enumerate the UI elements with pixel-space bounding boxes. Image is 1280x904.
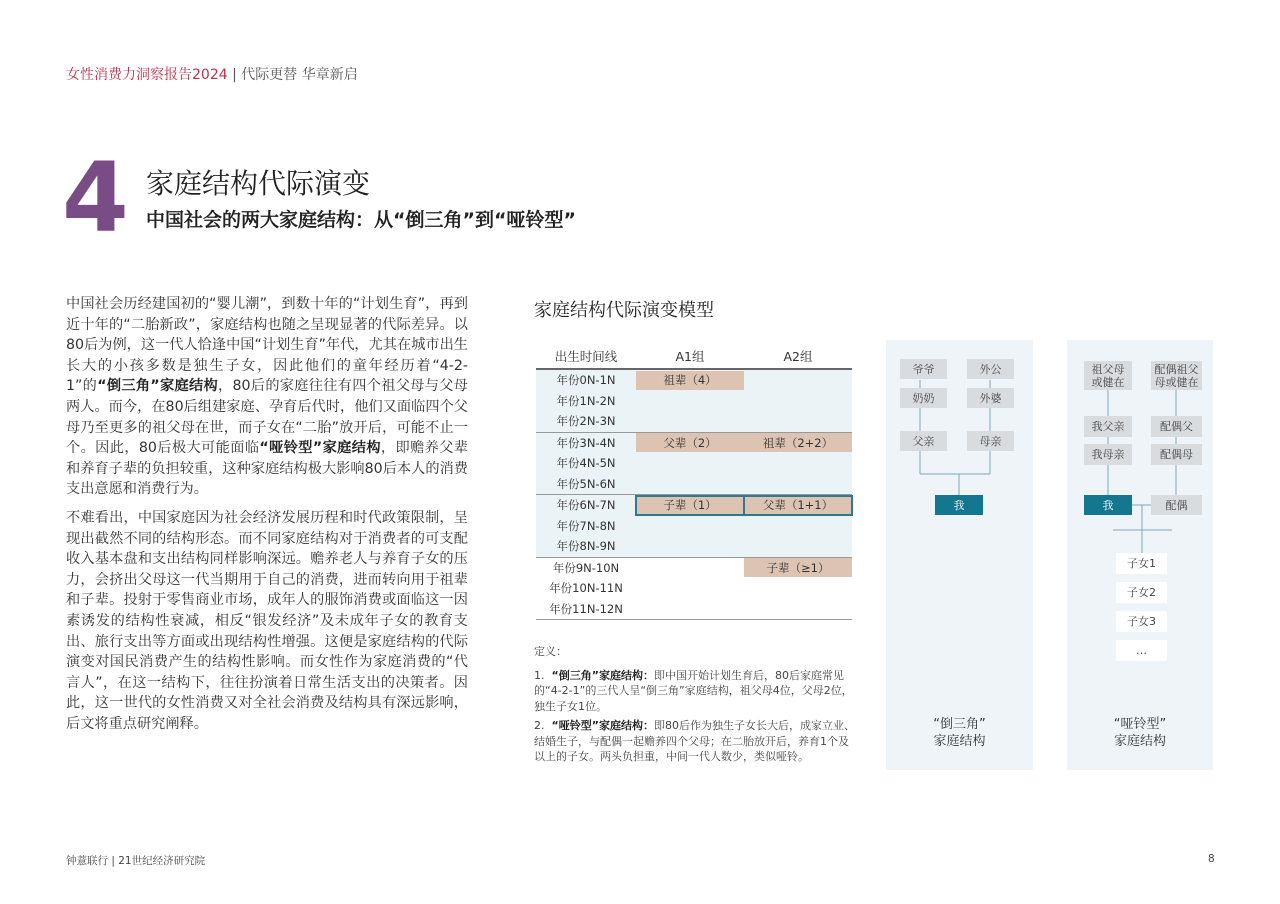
row-year: 年份9N-10N [552,560,620,575]
cell-a2-parents: 父辈（1+1） [744,496,852,515]
report-tagline: 代际更替 华章新启 [241,67,358,83]
node-child-3: 子女3 [1116,611,1167,632]
term-dumbbell: “哑铃型”家庭结构 [259,440,381,457]
node-child-1: 子女1 [1116,553,1167,574]
definitions [534,644,858,769]
definition-2-term: “哑铃型”家庭结构： [551,719,654,732]
row-year: 年份11N-12N [549,601,623,616]
header-a1: A1组 [675,349,705,364]
cell-a2-children: 子辈（≥1） [744,558,852,577]
node-maternal-grandma: 外婆 [967,388,1014,408]
dumbbell-label-line-2: 家庭结构 [1113,734,1166,749]
row-year: 年份5N-6N [556,476,616,491]
table-row [536,474,852,495]
node-grandpa: 爷爷 [900,359,947,379]
paragraph-1 [66,294,468,500]
paragraph-1-part-e: ，即赡养父辈和养育子辈的负担较重，这种家庭结构极大影响80后本人的消费支出意愿和消费行为。 [66,440,468,498]
body-text [66,294,468,742]
row-year: 年份8N-9N [556,539,616,554]
report-title: 女性消费力洞察报告2024 [66,67,228,83]
definition-2-text: 即80后作为独生子女长大后，成家立业、结婚生子，与配偶一起赡养四个父母；在二胎放开后，养育1个及以上的子女。两头负担重，中间一代人数少，类似哑铃。 [534,719,855,763]
table-row [536,453,852,474]
section-number: 4 [62,142,129,254]
node-grandma: 奶奶 [900,388,947,408]
cell-empty [636,558,744,577]
table-row [536,558,852,579]
paragraph-2: 不难看出，中国家庭因为社会经济发展历程和时代政策限制，呈现出截然不同的结构形态。而不同家庭结构对于消费者的可支配收入基本盘和支出结构同样影响深远。赡养老人与养育子女的压力，会挤出父母这一代当期用于自己的消费，进而转向用于祖辈和子辈。投射于零售商业市场，成年人的服饰消费或面临这一因素诱发的结构性衰减，相反“银发经济”及未成年子女的教育支出、旅行支出等方面或出现结构性增强。这便是家庭结构的代际演变对国民消费产生的结构性影响。而女性作为家庭消费的“代言人”，在这一结构下，往往扮演着日常生活支出的决策者。因此，这一世代的女性消费又对全社会消费及结构具有深远影响，后文将重点研究阐释。 [66,509,468,732]
inverted-triangle-panel [886,340,1033,770]
row-year: 年份0N-1N [556,373,616,388]
term-inverted-triangle: “倒三角”家庭结构 [97,378,218,395]
table-row [536,370,852,391]
dumbbell-label [1067,716,1213,750]
node-spouse-mother: 配偶母 [1151,444,1202,465]
cell-empty [744,371,852,390]
timeline-group-3 [536,495,852,558]
cell-a1-grandparents: 祖辈（4） [636,371,744,390]
report-header [66,64,358,84]
header-a2: A2组 [783,349,813,364]
row-year: 年份2N-3N [556,414,616,429]
table-row [536,391,852,412]
dumbbell-label-line-1: “哑铃型” [1113,717,1167,732]
cell-a1-parents: 父辈（2） [636,433,744,452]
header-timeline: 出生时间线 [554,349,618,364]
definition-2-number: 2. [534,719,545,732]
node-me: 我 [1084,495,1132,515]
triangle-label [886,716,1033,750]
timeline-header [536,344,852,370]
triangle-label-line-2: 家庭结构 [933,734,986,749]
paragraph-1-part-c: ，80后的家庭往往有四个祖父母与父母两人。而今，在80后组建家庭、孕育后代时，他们又面临四个父母乃至更多的祖父母在世，而子女在“二胎”放开后，可能不止一个。因此，80后极大可能面临 [66,378,468,457]
node-my-father: 我父亲 [1084,416,1132,437]
table-row [536,516,852,537]
table-row [536,433,852,454]
header-separator: | [227,67,242,83]
node-more-children: … [1116,640,1167,661]
node-spouse-grandparents: 配偶祖父 母或健在 [1151,361,1202,390]
section-title: 家庭结构代际演变 [146,167,371,200]
cell-a1-children: 子辈（1） [636,496,744,515]
row-year: 年份7N-8N [556,518,616,533]
definition-1 [534,668,858,715]
page-number: 8 [1208,853,1215,865]
dumbbell-panel [1067,340,1213,770]
table-row [536,578,852,599]
triangle-label-line-1: “倒三角” [933,717,986,732]
section-subtitle: 中国社会的两大家庭结构：从“倒三角”到“哑铃型” [146,209,576,231]
node-my-mother: 我母亲 [1084,444,1132,465]
timeline-table [536,344,852,620]
chart-title: 家庭结构代际演变模型 [534,300,714,321]
paragraph-1-part-a: 中国社会历经建国初的“婴儿潮”，到数十年的“计划生育”，再到近十年的“二胎新政”，家庭结构也随之呈现显著的代际差异。以80后为例，这一代人恰逢中国“计划生育”年代，尤其在城市出生长大的小孩多数是独生子女，因此他们的童年经历着“4-2-1”的 [66,296,468,395]
table-row [536,495,852,516]
cell-a2-grandparents: 祖辈（2+2） [744,433,852,452]
row-year: 年份10N-11N [549,581,623,596]
definition-1-number: 1. [534,668,545,682]
timeline-group-2 [536,433,852,496]
table-row [536,599,852,620]
definition-1-term: “倒三角”家庭结构： [551,668,654,682]
definition-1-text: 即中国开始计划生育后，80后家庭常见的“4-2-1”的三代人呈“倒三角”家庭结构，祖父母4位，父母2位，独生子女1位。 [534,668,853,713]
timeline-group-1 [536,370,852,433]
node-spouse: 配偶 [1151,495,1202,515]
timeline-group-4 [536,558,852,621]
definitions-label: 定义： [534,645,567,658]
row-year: 年份3N-4N [556,435,616,450]
row-year: 年份1N-2N [556,393,616,408]
node-my-grandparents: 祖父母 或健在 [1084,361,1132,390]
table-row [536,536,852,557]
node-father: 父亲 [900,431,947,451]
node-me: 我 [935,495,983,515]
node-child-2: 子女2 [1116,582,1167,603]
node-maternal-grandpa: 外公 [967,359,1014,379]
footer-source: 钟薏联行 | 21世纪经济研究院 [66,855,206,867]
node-spouse-father: 配偶父 [1151,416,1202,437]
table-row [536,411,852,432]
node-mother: 母亲 [967,431,1014,451]
row-year: 年份6N-7N [556,498,616,513]
row-year: 年份4N-5N [556,456,616,471]
definition-2 [534,718,858,765]
